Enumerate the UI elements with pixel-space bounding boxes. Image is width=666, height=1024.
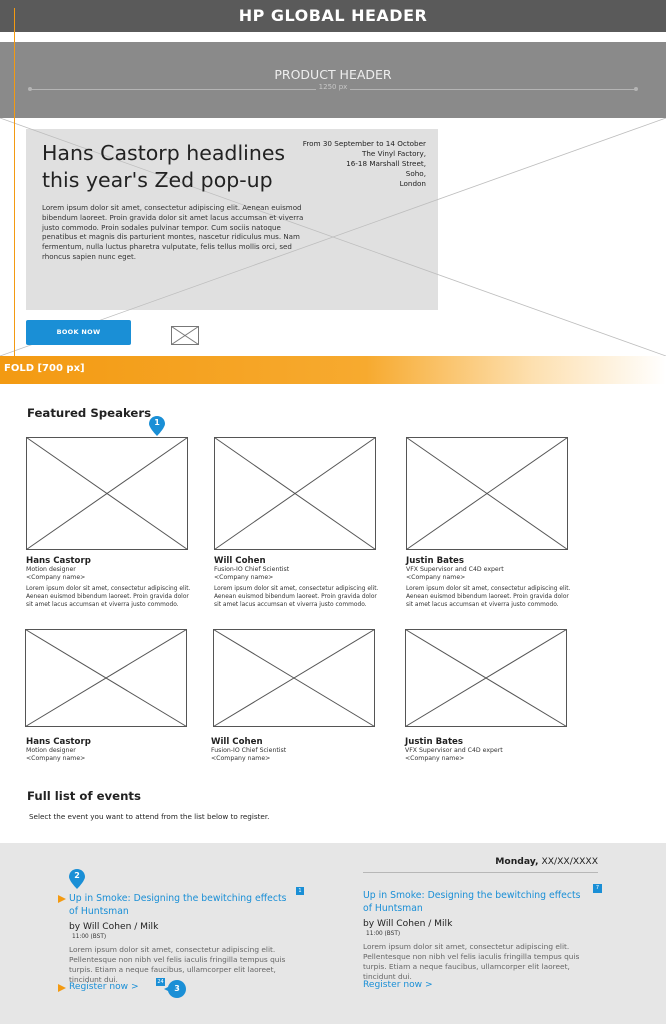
speaker-card [214,556,379,609]
speaker-photo-placeholder [214,437,376,550]
venue-line: The Vinyl Factory, [361,149,426,158]
speaker-name[interactable]: Hans Castorp [26,556,91,566]
events-day-heading [440,856,598,867]
speaker-role: Motion designer [26,566,76,573]
speaker-card [211,737,376,763]
speaker-name[interactable]: Justin Bates [406,556,464,566]
events-subtitle: Select the event you want to attend from the list below to register. [29,812,270,821]
register-now-link[interactable]: Register now > [69,982,139,992]
speaker-role: Fusion-IO Chief Scientist [211,747,287,754]
speaker-company: <Company name> [26,755,86,762]
note-badge: 1 [296,887,304,895]
speaker-company: <Company name> [214,574,274,581]
events-day-label: Monday, [495,856,539,867]
hero-body: Lorem ipsum dolor sit amet, consectetur adipiscing elit. Aenean euismod bibendum laoreet. Proin gravida dolor sit amet lacus accumsan et viverra justo commodo. Proin sodales pulvinar tempor. Cum sociis natoque penatibus et magnis dis parturient montes, nascetur ridiculus mus. Nam fermentum, nulla luctus pharetra vulputate, felis tellus mollis orci, sed rhoncus sapien nunc eget. [42,203,304,261]
venue-line: 16-18 Marshall Street, [346,159,426,168]
speaker-role: VFX Supervisor and C4D expert [406,566,504,573]
event-speaker: by Will Cohen / Milk [363,919,453,929]
speaker-bio: Lorem ipsum dolor sit amet, consectetur adipiscing elit. Aenean euismod bibendum laoreet. Proin gravida dolor sit amet lacus accumsan et viverra justo commodo. [214,586,379,608]
annotation-pin-2: 2 [69,869,85,889]
speaker-card [405,737,570,763]
speaker-card [26,737,191,763]
speaker-photo-placeholder [25,629,187,727]
speaker-card [26,556,191,609]
speaker-photo-placeholder [406,437,568,550]
events-day-value: XX/XX/XXXX [541,856,598,867]
event-description: Lorem ipsum dolor sit amet, consectetur adipiscing elit. Pellentesque non nibh vel felis iaculis fringilla tempus quis turpis. Etiam a neque faucibus, ullamcorper elit laoreet, tincidunt dui. [69,945,286,984]
speaker-card [406,556,571,609]
product-header [0,42,666,118]
annotation-pin-1: 1 [149,416,165,436]
event-title-link[interactable]: Up in Smoke: Designing the bewitching effects of Huntsman [69,893,287,917]
venue-line: Soho, [405,169,426,178]
featured-speakers-title: Featured Speakers [27,406,152,420]
global-header [0,0,666,32]
speaker-company: <Company name> [406,574,466,581]
guide-line [14,8,15,376]
book-now-button[interactable]: BOOK NOW [26,320,131,345]
register-now-link[interactable]: Register now > [363,980,433,990]
venue-line: London [399,179,426,188]
speaker-photo-placeholder [213,629,375,727]
speaker-name[interactable]: Will Cohen [214,556,266,566]
divider [363,872,598,873]
speaker-role: VFX Supervisor and C4D expert [405,747,503,754]
events-title: Full list of events [27,789,141,803]
fold-label: FOLD [700 px] [4,363,85,374]
speaker-photo-placeholder [26,437,188,550]
speaker-bio: Lorem ipsum dolor sit amet, consectetur adipiscing elit. Aenean euismod bibendum laoreet. Proin gravida dolor sit amet lacus accumsan et viverra justo commodo. [406,586,571,608]
speaker-bio: Lorem ipsum dolor sit amet, consectetur adipiscing elit. Aenean euismod bibendum laoreet. Proin gravida dolor sit amet lacus accumsan et viverra justo commodo. [26,586,191,608]
speaker-role: Motion designer [26,747,76,754]
speaker-name[interactable]: Justin Bates [405,737,463,747]
speaker-name[interactable]: Will Cohen [211,737,263,747]
event-time: 11:00 (BST) [72,934,107,940]
speaker-company: <Company name> [405,755,465,762]
speaker-role: Fusion-IO Chief Scientist [214,566,290,573]
event-time: 11:00 (BST) [366,931,401,937]
event-date: From 30 September to 14 October [302,139,426,148]
product-header-title: PRODUCT HEADER [274,67,392,82]
event-date-venue [280,139,426,189]
speaker-photo-placeholder [405,629,567,727]
note-badge: 7 [593,884,602,893]
speaker-name[interactable]: Hans Castorp [26,737,91,747]
event-title-link[interactable]: Up in Smoke: Designing the bewitching effects of Huntsman [363,890,581,914]
orange-arrow-icon [58,984,66,992]
orange-arrow-icon [58,895,66,903]
hero-headline: Hans Castorp headlines this year's Zed pop-up [42,141,286,192]
event-speaker: by Will Cohen / Milk [69,922,159,932]
speaker-company: <Company name> [211,755,271,762]
email-icon[interactable] [171,326,199,345]
speaker-company: <Company name> [26,574,86,581]
fold-marker [0,356,666,384]
global-header-title: HP GLOBAL HEADER [238,6,428,25]
width-label: 1250 px [0,83,666,91]
event-description: Lorem ipsum dolor sit amet, consectetur adipiscing elit. Pellentesque non nibh vel felis iaculis fringilla tempus quis turpis. Etiam a neque faucibus, ullamcorper elit laoreet, tincidunt dui. [363,942,580,981]
note-badge: 24 [157,979,164,985]
